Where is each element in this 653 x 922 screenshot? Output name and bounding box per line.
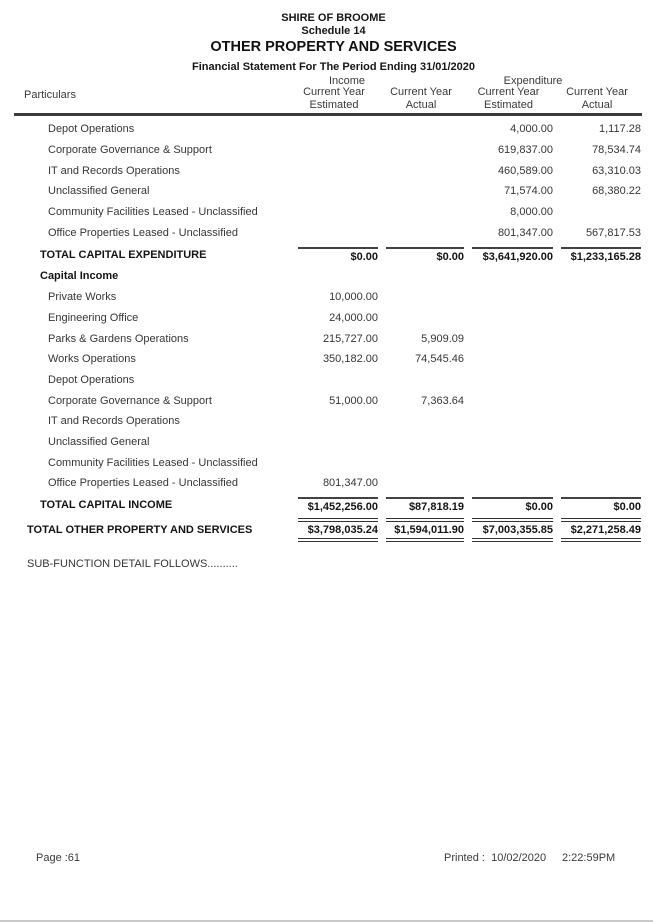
row-label: Private Works bbox=[48, 291, 117, 304]
column-header-line1: Current Year bbox=[477, 86, 540, 98]
cell-value bbox=[386, 477, 464, 489]
cell-value: 801,347.00 bbox=[322, 477, 378, 490]
cell-value bbox=[298, 227, 378, 239]
cell-value bbox=[472, 353, 553, 365]
value-cell bbox=[290, 457, 378, 469]
row-label: Capital Income bbox=[40, 270, 119, 283]
cell-value bbox=[298, 457, 378, 469]
cell-value: 78,534.74 bbox=[592, 144, 641, 157]
expenditure-group-header: Expenditure bbox=[503, 75, 563, 87]
cell-value bbox=[472, 312, 553, 324]
cell-value bbox=[561, 415, 641, 427]
cell-value bbox=[472, 333, 553, 345]
cell-value: 5,909.09 bbox=[421, 332, 464, 345]
table-body bbox=[14, 116, 642, 543]
value-cell bbox=[378, 227, 464, 239]
column-header-line2: Actual bbox=[581, 99, 613, 111]
value-cell bbox=[378, 415, 464, 427]
column-header-line1: Current Year bbox=[390, 86, 452, 98]
cell-value bbox=[298, 436, 378, 448]
printed-date: 10/02/2020 bbox=[491, 852, 547, 864]
cell-value: $0.00 bbox=[386, 247, 464, 263]
cell-value bbox=[386, 415, 464, 427]
cell-value bbox=[298, 270, 378, 282]
report-subtitle: Financial Statement For The Period Ending 31/01/2020 bbox=[191, 61, 476, 73]
value-cell bbox=[290, 270, 378, 282]
value-cell bbox=[378, 312, 464, 324]
total-row bbox=[14, 494, 642, 517]
table-row bbox=[14, 202, 642, 223]
cell-value bbox=[386, 270, 464, 282]
value-cell bbox=[378, 291, 464, 303]
value-cell bbox=[464, 497, 553, 513]
table-row bbox=[14, 287, 642, 308]
row-label: Unclassified General bbox=[48, 185, 150, 198]
cell-value bbox=[298, 415, 378, 427]
row-label: TOTAL CAPITAL INCOME bbox=[40, 499, 173, 512]
column-header-line2: Estimated bbox=[484, 99, 533, 111]
column-header-income-estimated bbox=[290, 86, 378, 112]
value-cell bbox=[290, 312, 378, 324]
cell-value bbox=[561, 312, 641, 324]
cell-value: 567,817.53 bbox=[585, 226, 641, 239]
value-cell bbox=[553, 518, 641, 542]
column-header-line1: Current Year bbox=[566, 86, 628, 98]
row-label: Unclassified General bbox=[48, 435, 150, 448]
organisation-name: SHIRE OF BROOME bbox=[281, 12, 386, 24]
cell-value bbox=[298, 374, 378, 386]
column-header-expenditure-estimated bbox=[464, 86, 553, 112]
cell-value: $0.00 bbox=[472, 497, 553, 513]
value-cell bbox=[290, 123, 378, 135]
printed-time: 2:22:59PM bbox=[562, 852, 616, 864]
cell-value bbox=[472, 436, 553, 448]
value-cell bbox=[464, 185, 553, 197]
value-cell bbox=[553, 206, 641, 218]
cell-value bbox=[472, 291, 553, 303]
value-cell bbox=[464, 291, 553, 303]
value-cell bbox=[378, 165, 464, 177]
value-cell bbox=[464, 333, 553, 345]
cell-value bbox=[561, 374, 641, 386]
value-cell bbox=[290, 247, 378, 263]
cell-value: 74,545.46 bbox=[415, 353, 464, 366]
value-cell bbox=[290, 374, 378, 386]
value-cell bbox=[378, 270, 464, 282]
income-group-header: Income bbox=[328, 75, 366, 87]
value-cell bbox=[553, 144, 641, 156]
value-cell bbox=[553, 185, 641, 197]
row-label: Parks & Gardens Operations bbox=[48, 332, 189, 345]
cell-value: 4,000.00 bbox=[510, 123, 553, 136]
value-cell bbox=[290, 518, 378, 542]
table-row bbox=[14, 411, 642, 432]
value-cell bbox=[378, 457, 464, 469]
value-cell bbox=[464, 227, 553, 239]
value-cell bbox=[553, 497, 641, 513]
cell-value: $3,641,920.00 bbox=[472, 247, 553, 263]
page-number: Page :61 bbox=[36, 852, 81, 864]
page-footer bbox=[0, 852, 653, 866]
report-title: OTHER PROPERTY AND SERVICES bbox=[210, 39, 457, 55]
cell-value bbox=[386, 374, 464, 386]
table-row bbox=[14, 432, 642, 453]
table-row bbox=[14, 222, 642, 243]
value-cell bbox=[378, 497, 464, 513]
cell-value bbox=[386, 436, 464, 448]
cell-value: $2,271,258.49 bbox=[561, 518, 641, 542]
value-cell bbox=[553, 333, 641, 345]
value-cell bbox=[290, 415, 378, 427]
row-label: IT and Records Operations bbox=[48, 415, 180, 428]
cell-value: $0.00 bbox=[561, 497, 641, 513]
cell-value bbox=[561, 206, 641, 218]
value-cell bbox=[290, 436, 378, 448]
row-label: Corporate Governance & Support bbox=[48, 144, 212, 157]
cell-value bbox=[472, 415, 553, 427]
cell-value: $1,233,165.28 bbox=[561, 247, 641, 263]
table-row bbox=[14, 140, 642, 161]
value-cell bbox=[464, 123, 553, 135]
schedule-number: Schedule 14 bbox=[301, 25, 366, 37]
grand-total-row bbox=[14, 517, 642, 543]
row-label: Community Facilities Leased - Unclassified bbox=[48, 206, 258, 219]
value-cell bbox=[553, 415, 641, 427]
value-cell bbox=[290, 395, 378, 407]
cell-value bbox=[386, 206, 464, 218]
value-cell bbox=[464, 206, 553, 218]
cell-value bbox=[298, 144, 378, 156]
value-cell bbox=[378, 144, 464, 156]
value-cell bbox=[553, 353, 641, 365]
report-header bbox=[0, 0, 653, 74]
particulars-column-header: Particulars bbox=[24, 89, 76, 101]
value-cell bbox=[464, 312, 553, 324]
cell-value bbox=[386, 123, 464, 135]
cell-value bbox=[386, 144, 464, 156]
row-label: Community Facilities Leased - Unclassified bbox=[48, 456, 258, 469]
cell-value bbox=[298, 185, 378, 197]
section-heading-row bbox=[14, 266, 642, 287]
value-cell bbox=[464, 395, 553, 407]
table-row bbox=[14, 370, 642, 391]
value-cell bbox=[464, 477, 553, 489]
cell-value: 619,837.00 bbox=[497, 144, 553, 157]
row-label: TOTAL OTHER PROPERTY AND SERVICES bbox=[27, 523, 253, 536]
row-label: IT and Records Operations bbox=[48, 164, 180, 177]
cell-value: 7,363.64 bbox=[421, 394, 464, 407]
cell-value bbox=[561, 436, 641, 448]
cell-value bbox=[472, 395, 553, 407]
value-cell bbox=[464, 374, 553, 386]
column-header-line2: Actual bbox=[405, 99, 437, 111]
cell-value bbox=[386, 227, 464, 239]
cell-value bbox=[561, 291, 641, 303]
value-cell bbox=[553, 165, 641, 177]
value-cell bbox=[290, 165, 378, 177]
cell-value: 68,380.22 bbox=[592, 185, 641, 198]
value-cell bbox=[378, 247, 464, 263]
cell-value bbox=[472, 477, 553, 489]
printed-stamp bbox=[444, 852, 546, 864]
value-cell bbox=[378, 477, 464, 489]
value-cell bbox=[464, 518, 553, 542]
cell-value bbox=[386, 291, 464, 303]
cell-value bbox=[386, 185, 464, 197]
row-label: Corporate Governance & Support bbox=[48, 394, 212, 407]
cell-value bbox=[561, 477, 641, 489]
table-row bbox=[14, 473, 642, 494]
value-cell bbox=[378, 395, 464, 407]
table-row bbox=[14, 181, 642, 202]
value-cell bbox=[290, 144, 378, 156]
row-label: Office Properties Leased - Unclassified bbox=[48, 226, 238, 239]
column-header-line2: Estimated bbox=[309, 99, 359, 111]
cell-value bbox=[472, 374, 553, 386]
value-cell bbox=[553, 395, 641, 407]
row-label: Works Operations bbox=[48, 353, 136, 366]
value-cell bbox=[290, 291, 378, 303]
value-cell bbox=[378, 374, 464, 386]
cell-value bbox=[472, 270, 553, 282]
total-row bbox=[14, 243, 642, 266]
cell-value: 1,117.28 bbox=[598, 123, 641, 136]
value-cell bbox=[553, 477, 641, 489]
value-cell bbox=[378, 206, 464, 218]
cell-value: 801,347.00 bbox=[497, 226, 553, 239]
value-cell bbox=[290, 333, 378, 345]
cell-value: $0.00 bbox=[298, 247, 378, 263]
value-cell bbox=[290, 185, 378, 197]
row-label: Depot Operations bbox=[48, 373, 135, 386]
value-cell bbox=[464, 353, 553, 365]
value-cell bbox=[464, 436, 553, 448]
column-header-expenditure-actual bbox=[553, 86, 641, 112]
cell-value: $7,003,355.85 bbox=[472, 518, 553, 542]
value-cell bbox=[553, 247, 641, 263]
table-row bbox=[14, 119, 642, 140]
cell-value: 51,000.00 bbox=[329, 394, 378, 407]
value-cell bbox=[553, 270, 641, 282]
printed-label: Printed : bbox=[444, 852, 485, 864]
cell-value: $3,798,035.24 bbox=[298, 518, 378, 542]
value-cell bbox=[553, 291, 641, 303]
value-cell bbox=[290, 206, 378, 218]
value-cell bbox=[553, 436, 641, 448]
value-cell bbox=[553, 123, 641, 135]
cell-value bbox=[561, 333, 641, 345]
cell-value bbox=[561, 395, 641, 407]
value-cell bbox=[378, 123, 464, 135]
value-cell bbox=[290, 227, 378, 239]
value-cell bbox=[464, 144, 553, 156]
value-cell bbox=[553, 227, 641, 239]
value-cell bbox=[553, 374, 641, 386]
value-cell bbox=[553, 457, 641, 469]
value-cell bbox=[378, 333, 464, 345]
table-row bbox=[14, 160, 642, 181]
cell-value: 350,182.00 bbox=[322, 353, 378, 366]
value-cell bbox=[464, 247, 553, 263]
cell-value bbox=[561, 353, 641, 365]
cell-value: 71,574.00 bbox=[504, 185, 553, 198]
value-cell bbox=[290, 497, 378, 513]
cell-value: 10,000.00 bbox=[329, 291, 378, 304]
value-cell bbox=[290, 353, 378, 365]
value-cell bbox=[464, 270, 553, 282]
sub-function-note: SUB-FUNCTION DETAIL FOLLOWS.......... bbox=[27, 557, 238, 570]
value-cell bbox=[464, 457, 553, 469]
cell-value bbox=[298, 206, 378, 218]
cell-value bbox=[386, 165, 464, 177]
row-label: Office Properties Leased - Unclassified bbox=[48, 477, 238, 490]
value-cell bbox=[290, 477, 378, 489]
value-cell bbox=[378, 353, 464, 365]
table-row bbox=[14, 308, 642, 329]
cell-value: 460,589.00 bbox=[497, 164, 553, 177]
row-label: Depot Operations bbox=[48, 123, 135, 136]
cell-value bbox=[561, 457, 641, 469]
value-cell bbox=[378, 518, 464, 542]
value-cell bbox=[464, 165, 553, 177]
value-cell bbox=[464, 415, 553, 427]
cell-value bbox=[386, 312, 464, 324]
cell-value: 24,000.00 bbox=[329, 311, 378, 324]
cell-value: $1,452,256.00 bbox=[298, 497, 378, 513]
column-header-line1: Current Year bbox=[303, 86, 365, 98]
cell-value bbox=[298, 165, 378, 177]
row-label: TOTAL CAPITAL EXPENDITURE bbox=[40, 248, 207, 261]
column-header-income-actual bbox=[378, 86, 464, 112]
table-row bbox=[14, 349, 642, 370]
row-label: Engineering Office bbox=[48, 311, 139, 324]
table-row bbox=[14, 328, 642, 349]
cell-value: $1,594,011.90 bbox=[386, 518, 464, 542]
table-row bbox=[14, 452, 642, 473]
table-row bbox=[14, 390, 642, 411]
value-cell bbox=[378, 185, 464, 197]
cell-value bbox=[472, 457, 553, 469]
cell-value bbox=[386, 457, 464, 469]
table-header bbox=[14, 74, 642, 116]
cell-value: 63,310.03 bbox=[592, 164, 641, 177]
value-cell bbox=[553, 312, 641, 324]
value-cell bbox=[378, 436, 464, 448]
cell-value bbox=[298, 123, 378, 135]
cell-value bbox=[561, 270, 641, 282]
cell-value: $87,818.19 bbox=[386, 497, 464, 513]
cell-value: 8,000.00 bbox=[510, 206, 553, 219]
cell-value: 215,727.00 bbox=[322, 332, 378, 345]
